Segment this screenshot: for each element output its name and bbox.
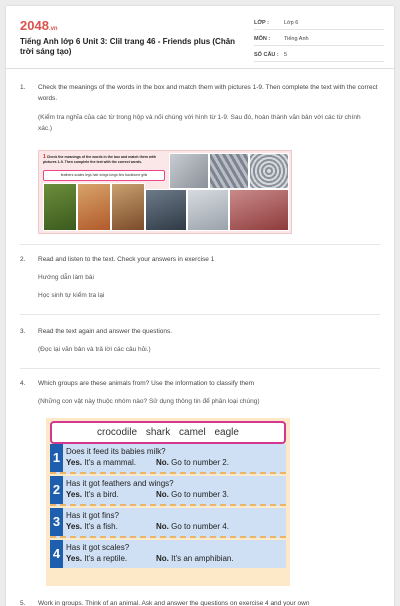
page-title: Tiếng Anh lớp 6 Unit 3: CliI trang 46 - Friends plus (Chân trời sáng tạo) <box>20 37 236 56</box>
page-header <box>6 6 394 69</box>
meta-label: LỚP : <box>254 20 269 26</box>
exercise-image-instruction <box>43 155 163 165</box>
picture-tile <box>249 153 289 189</box>
question-text: Read the text again and answer the questions. <box>38 328 173 335</box>
exercise-image-text: Check the meanings of the words in the box and match them with pictures 1-9. Then complete the text with the correct words. <box>43 155 156 164</box>
question-1-translation: (Kiểm tra nghĩa của các từ trong hộp và nối chúng với hình từ 1-9. Sau đó, hoàn thành văn bản với các từ chính xác.) <box>38 114 361 132</box>
picture-tile <box>43 183 77 231</box>
exercise-image-number: 1 <box>43 154 46 160</box>
meta-value: Lớp 6 <box>284 20 299 26</box>
yes-label: Yes. <box>66 458 83 467</box>
yes-text: It's a bird. <box>84 490 119 499</box>
meta-value: Tiếng Anh <box>284 36 309 42</box>
logo-suffix: .vn <box>48 26 58 32</box>
question-text: Which groups are these animals from? Use the information to classify them <box>38 380 255 387</box>
picture-tile <box>169 153 209 189</box>
yes-text: It's a fish. <box>84 522 118 531</box>
row-question: Does it feed its babies milk? <box>66 447 166 456</box>
picture-tile <box>209 153 249 189</box>
yes-label: Yes. <box>66 522 83 531</box>
question-number: 1. <box>20 84 26 91</box>
question-number: 2. <box>20 256 26 263</box>
row-question: Has it got scales? <box>66 543 130 552</box>
question-text: Read and listen to the text. Check your answers in exercise 1 <box>38 256 215 263</box>
divider <box>20 244 380 245</box>
question-number: 5. <box>20 600 26 606</box>
table-row <box>50 476 286 506</box>
meta-count <box>254 52 384 62</box>
row-no <box>156 490 229 499</box>
meta-label: MÔN : <box>254 36 271 42</box>
question-number: 4. <box>20 380 26 387</box>
row-question: Has it got fins? <box>66 511 119 520</box>
logo-text: 2048 <box>20 18 49 33</box>
question-text: Check the meanings of the words in the box and match them with pictures 1-9. Then complete the text with the correct words. <box>38 84 378 102</box>
divider <box>20 314 380 315</box>
animal-word-box: crocodile shark camel eagle <box>50 421 286 444</box>
row-number: 3 <box>50 508 63 536</box>
picture-tile <box>145 189 187 231</box>
row-number: 2 <box>50 476 63 504</box>
picture-tile <box>111 183 145 231</box>
meta-grade <box>254 20 384 30</box>
no-text: It's an amphibian. <box>171 554 234 563</box>
no-label: No. <box>156 554 169 563</box>
meta-label: SỐ CÂU : <box>254 52 279 58</box>
no-text: Go to number 4. <box>171 522 229 531</box>
no-label: No. <box>156 458 169 467</box>
question-2-answer: Học sinh tự kiểm tra lại <box>38 292 105 299</box>
yes-label: Yes. <box>66 490 83 499</box>
picture-tile <box>77 183 111 231</box>
meta-value: 5 <box>284 52 288 58</box>
row-number: 1 <box>50 444 63 472</box>
yes-text: It's a mammal. <box>84 458 137 467</box>
question-number: 3. <box>20 328 26 335</box>
question-text: Work in groups. Think of an animal. Ask and answer the questions on exercise 4 and your own <box>38 600 310 606</box>
row-yes <box>66 554 127 563</box>
no-text: Go to number 2. <box>171 458 229 467</box>
table-row <box>50 444 286 474</box>
row-number: 4 <box>50 540 63 568</box>
row-question: Has it got feathers and wings? <box>66 479 174 488</box>
no-text: Go to number 3. <box>171 490 229 499</box>
yes-text: It's a reptile. <box>84 554 128 563</box>
word-box: feathers scales legs hair wings lungs fins backbone gills <box>43 170 165 181</box>
yes-label: Yes. <box>66 554 83 563</box>
table-row <box>50 540 286 568</box>
worksheet <box>6 6 394 606</box>
row-no <box>156 458 229 467</box>
question-4-translation: (Những con vật này thuộc nhóm nào? Sử dụng thông tin để phân loại chúng) <box>38 398 260 405</box>
divider <box>20 368 380 369</box>
picture-tile <box>229 189 289 231</box>
row-yes <box>66 458 136 467</box>
row-no <box>156 554 234 563</box>
meta-subject <box>254 36 384 46</box>
row-yes <box>66 490 119 499</box>
row-yes <box>66 522 118 531</box>
animal-classification-table <box>46 418 290 586</box>
exercise-1-image <box>38 150 292 234</box>
question-2-guide: Hướng dẫn làm bài <box>38 274 94 281</box>
no-label: No. <box>156 522 169 531</box>
site-logo[interactable] <box>20 18 58 33</box>
table-row <box>50 508 286 538</box>
row-no <box>156 522 229 531</box>
question-3-translation: (Đọc lại văn bản và trả lời các câu hỏi.) <box>38 346 151 353</box>
picture-tile <box>187 189 229 231</box>
no-label: No. <box>156 490 169 499</box>
